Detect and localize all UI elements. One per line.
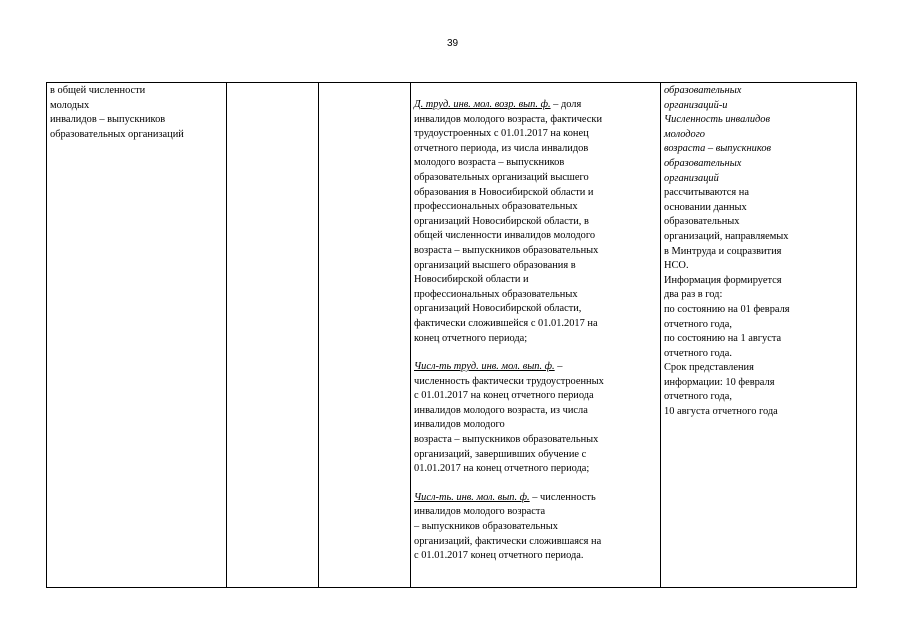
source-line: рассчитываются на — [664, 187, 749, 199]
formula-line — [414, 491, 657, 506]
formula-line: возраста – выпускников образовательных — [414, 244, 599, 256]
formula-line: организаций Новосибирской области, — [414, 303, 582, 315]
formula-description-cell — [411, 83, 661, 588]
source-italic-line: Численность инвалидов — [664, 114, 770, 126]
source-line: НСО. — [664, 260, 689, 272]
formula-term: Числ-ть. инв. мол. вып. ф. — [414, 491, 530, 503]
source-line: образовательных — [664, 216, 740, 228]
source-italic-line: организаций-и — [664, 99, 728, 111]
empty-cell — [319, 83, 411, 588]
page-number: 39 — [446, 38, 459, 49]
paragraph-gap — [414, 346, 657, 360]
formula-line: конец отчетного периода; — [414, 332, 528, 344]
formula-line: фактически сложившейся с 01.01.2017 на — [414, 317, 598, 329]
formula-line: организаций, фактически сложившаяся на — [414, 535, 602, 547]
indicator-table — [46, 82, 857, 588]
formula-line: Новосибирской области и — [414, 274, 529, 286]
source-italic-line: возраста – выпускников — [664, 143, 772, 155]
indicator-name-line: инвалидов – выпускников — [50, 114, 166, 126]
formula-line: образования в Новосибирской области и — [414, 186, 594, 198]
indicator-name-line: в общей численности — [50, 85, 146, 96]
formula-line: организаций, завершивших обучение с — [414, 448, 587, 460]
formula-line: отчетного периода, из числа инвалидов — [414, 142, 589, 154]
formula-line: профессиональных образовательных — [414, 288, 578, 300]
formula-line: инвалидов молодого — [414, 419, 505, 431]
table-row — [47, 83, 857, 588]
indicator-name-line: молодых — [50, 99, 90, 111]
formula-line: молодого возраста – выпускников — [414, 157, 565, 169]
formula-term: Числ-ть труд. инв. мол. вып. ф. — [414, 361, 555, 373]
formula-text: – доля — [550, 99, 582, 110]
formula-line: профессиональных образовательных — [414, 201, 578, 213]
formula-line: организаций высшего образования в — [414, 259, 576, 271]
source-line: в Минтруда и соцразвития — [664, 245, 782, 257]
formula-text: – численность — [529, 491, 596, 503]
source-italic-line: организаций — [664, 172, 719, 184]
formula-line: инвалидов молодого возраста, из числа — [414, 404, 588, 416]
formula-line — [414, 98, 657, 113]
formula-line: с 01.01.2017 конец отчетного периода. — [414, 550, 584, 562]
formula-line: трудоустроенных с 01.01.2017 на конец — [414, 128, 589, 140]
formula-line: с 01.01.2017 на конец отчетного периода — [414, 390, 594, 402]
formula-term: Д. труд. инв. мол. возр. вып. ф. — [414, 99, 551, 110]
formula-line: численность фактически трудоустроенных — [414, 375, 604, 387]
source-line: основании данных — [664, 201, 747, 213]
source-line: информации: 10 февраля — [664, 376, 775, 388]
formula-line — [414, 360, 657, 375]
formula-line: – выпускников образовательных — [414, 521, 558, 533]
indicator-name-cell — [47, 83, 227, 588]
source-line: 10 августа отчетного года — [664, 406, 778, 418]
data-source-cell — [661, 83, 857, 588]
source-line: по состоянию на 1 августа — [664, 333, 782, 345]
formula-line: образовательных организаций высшего — [414, 171, 589, 183]
source-italic-line: образовательных — [664, 85, 742, 96]
formula-line: возраста – выпускников образовательных — [414, 434, 599, 446]
formula-text: – — [554, 361, 563, 373]
empty-cell — [227, 83, 319, 588]
source-italic-line: образовательных — [664, 157, 742, 169]
formula-line: инвалидов молодого возраста — [414, 506, 546, 518]
source-line: отчетного года, — [664, 391, 732, 403]
source-line: Срок представления — [664, 362, 754, 374]
formula-line: 01.01.2017 на конец отчетного периода; — [414, 463, 590, 475]
formula-line: общей численности инвалидов молодого — [414, 230, 596, 242]
source-line: Информация формируется — [664, 274, 782, 286]
source-line: организаций, направляемых — [664, 230, 789, 242]
indicator-name-line: образовательных организаций — [50, 128, 184, 140]
source-line: два раз в год: — [664, 289, 723, 301]
paragraph-gap — [414, 477, 657, 491]
source-line: отчетного года, — [664, 318, 732, 330]
source-italic-line: молодого — [664, 128, 705, 140]
formula-line: организаций Новосибирской области, в — [414, 215, 589, 227]
source-line: отчетного года. — [664, 347, 732, 359]
formula-line: инвалидов молодого возраста, фактически — [414, 113, 603, 125]
source-line: по состоянию на 01 февраля — [664, 303, 790, 315]
